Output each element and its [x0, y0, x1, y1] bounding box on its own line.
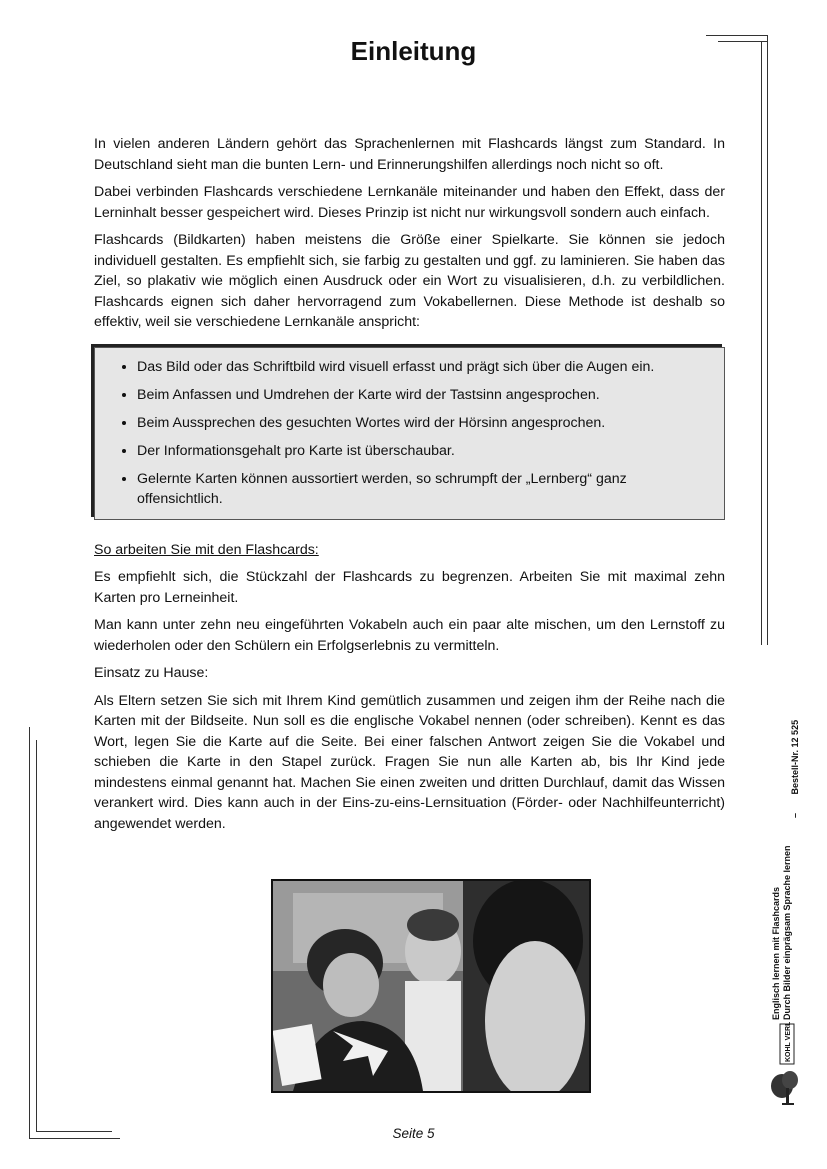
teacher-children-photo	[271, 879, 591, 1093]
frame-left-vertical	[29, 727, 30, 1139]
section-paragraph-3: Als Eltern setzen Sie sich mit Ihrem Kind gemütlich zusammen und zeigen ihm der Reihe nach die Karten mit der Bildseite. Nun soll es die englische Vokabel nennen (oder schreiben). Kennt es das Wort, legen Sie die Karte auf die Seite. Bei einer falschen Antwort zeigen Sie die Vokabel und schieben die Karte in den Stapel zurück. Fragen Sie nun alle Karten ab, bis Ihr Kind jede mindestens einmal genannt hat. Machen Sie einen zweiten und dritten Durchlauf, damit das Wissen verankert wird. Dies kann auch in der Eins-zu-eins-Lernsituation (Förder- oder Nachhilfeunterricht) angewendet werden.	[94, 692, 725, 832]
list-item: • Gelernte Karten können aussortiert werden, so schrumpft der „Lernberg“ ganz offensichtlich.	[137, 469, 714, 510]
sidebar-order-info	[790, 598, 801, 818]
sidebar-separator: –	[790, 812, 800, 818]
list-item: • Beim Anfassen und Umdrehen der Karte wird der Tastsinn angesprochen.	[137, 385, 714, 406]
frame-right-vertical-inner	[761, 41, 762, 645]
intro-paragraph-2: Dabei verbinden Flashcards verschiedene Lernkanäle miteinander und haben den Effekt, dass der Lerninhalt besser gespeichert wird. Dieses Prinzip ist nicht nur wirkungsvoll sondern auch einfach.	[94, 184, 725, 221]
frame-right-vertical	[767, 35, 768, 645]
learning-channels-box	[94, 347, 725, 520]
publisher-logo	[768, 1022, 808, 1108]
photo-illustration	[273, 881, 589, 1091]
learning-channels-list	[117, 357, 714, 510]
intro-paragraph-1: In vielen anderen Ländern gehört das Sprachenlernen mit Flashcards längst zum Standard. In Deutschland sieht man die bunten Lern- und Erinnerungshilfen allerdings noch nicht so oft.	[94, 136, 725, 173]
section-paragraph-1: Es empfiehlt sich, die Stückzahl der Flashcards zu begrenzen. Arbeiten Sie mit maximal zehn Karten pro Lerneinheit.	[94, 569, 725, 606]
publisher-name: KOHL VERLAG	[785, 1022, 792, 1062]
main-content	[94, 134, 725, 841]
frame-left-vertical-inner	[36, 740, 37, 1132]
section-heading: So arbeiten Sie mit den Flashcards:	[94, 541, 319, 558]
subheading-home-use: Einsatz zu Hause:	[94, 665, 209, 681]
list-item: • Das Bild oder das Schriftbild wird visuell erfasst und prägt sich über die Augen ein.	[137, 357, 714, 378]
sidebar-book-title: Englisch lernen mit Flashcards	[771, 886, 781, 1020]
section-paragraph-2: Man kann unter zehn neu eingeführten Vokabeln auch ein paar alte mischen, um den Lernstoff zu wiederholen oder den Schülern ein Erfolgserlebnis zu vermitteln.	[94, 617, 725, 654]
page-title: Einleitung	[350, 36, 477, 66]
tree-logo-icon	[768, 1022, 808, 1108]
page-number: Seite 5	[392, 1126, 435, 1141]
intro-paragraph-3: Flashcards (Bildkarten) haben meistens die Größe einer Spielkarte. Sie können sie jedoch individuell gestalten. Es empfiehlt sich, sie farbig zu gestalten und ggf. zu laminieren. Sie haben das Ziel, so plakativ wie möglich einen Ausdruck oder ein Wort zu visualisieren, d.h. zu verbildlichen. Flashcards eignen sich daher hervorragend zum Vokabellernen. Diese Methode ist deshalb so effektiv, weil sie verschiedene Lernkanäle anspricht:	[94, 232, 725, 330]
sidebar-order-number: Bestell-Nr. 12 525	[790, 719, 800, 795]
list-item: • Beim Aussprechen des gesuchten Wortes wird der Hörsinn angesprochen.	[137, 413, 714, 434]
sidebar-book-subtitle: Durch Bilder einprägsam Sprache lernen	[782, 845, 792, 1020]
list-item: • Der Informationsgehalt pro Karte ist überschaubar.	[137, 441, 714, 462]
